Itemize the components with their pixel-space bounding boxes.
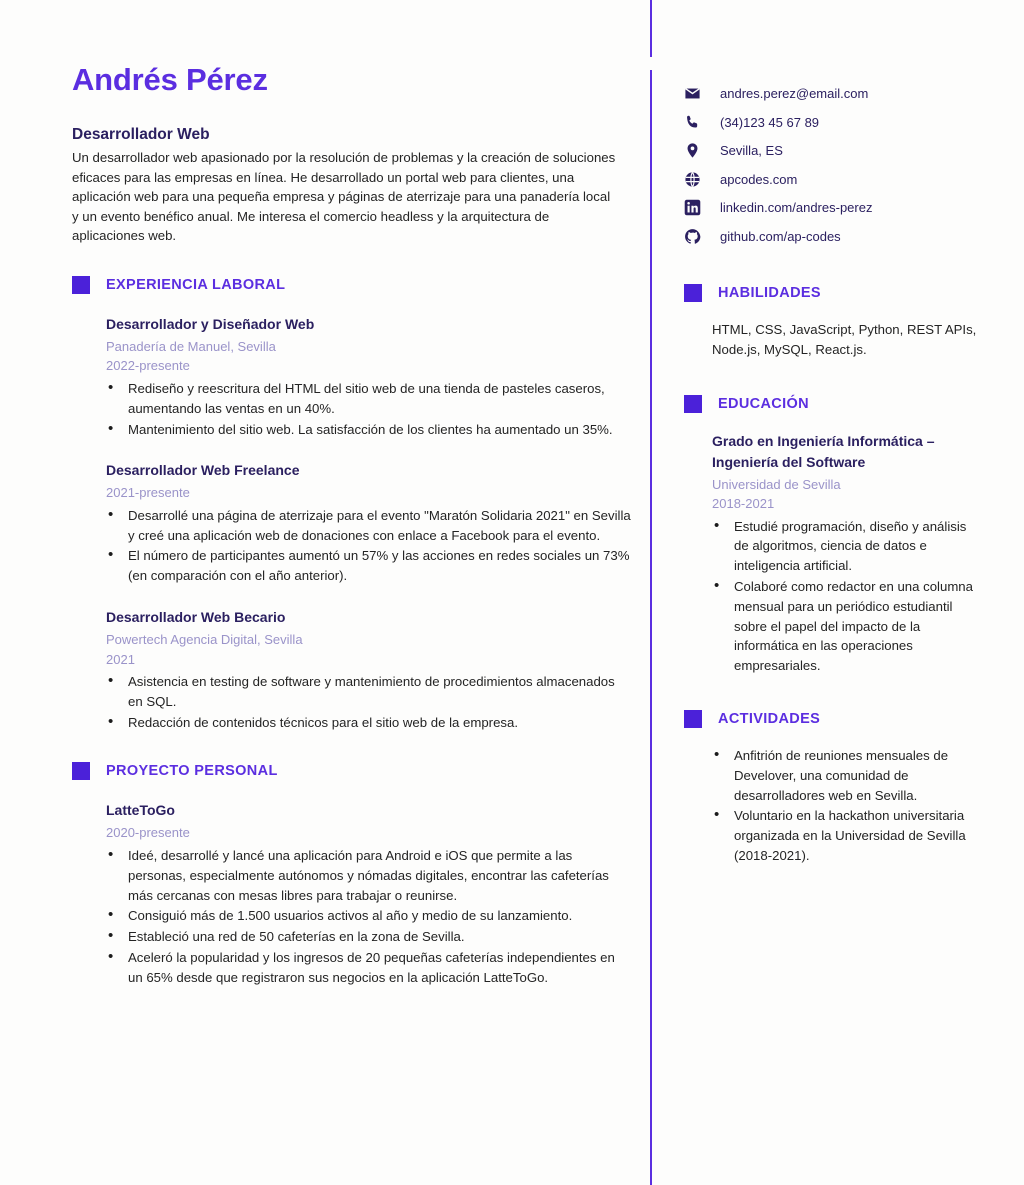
section-activities (684, 710, 984, 866)
contact-list (684, 80, 984, 250)
contact-item-linkedin[interactable] (684, 194, 984, 221)
entry-bullets (712, 517, 984, 676)
contact-item-github[interactable] (684, 223, 984, 250)
contact-item-location[interactable] (684, 137, 984, 164)
section-header-experience (72, 276, 632, 294)
entry-subtitle: Universidad de Sevilla (712, 476, 841, 492)
entry-bullets (106, 846, 632, 988)
bullet-item: • Aceleró la popularidad y los ingresos de 20 pequeñas cafeterías independientes en un 65% desde que registraron sus negocios en la aplicación LatteToGo. (106, 948, 632, 988)
bullet-item: • Asistencia en testing de software y mantenimiento de procedimientos almacenados en SQL. (106, 672, 632, 712)
section-marker-square-icon (72, 762, 90, 780)
bullet-item: • Desarrollé una página de aterrizaje para el evento "Maratón Solidaria 2021" en Sevilla y creé una aplicación web de donaciones con enlace a Facebook para el evento. (106, 506, 632, 546)
entry-date: 2022-presente (106, 358, 190, 374)
section-marker-square-icon (684, 284, 702, 302)
entry-date: 2018-2021 (712, 496, 775, 512)
section-marker-square-icon (684, 395, 702, 413)
contact-value: apcodes.com (720, 171, 798, 187)
activities-entry (684, 746, 984, 866)
bullet-item: • Anfitrión de reuniones mensuales de Develover, una comunidad de desarrolladores web en Sevilla. (712, 746, 984, 805)
section-title-experience: EXPERIENCIA LABORAL (106, 276, 286, 293)
entry-title: LatteToGo (106, 802, 175, 819)
bullet-item: • Estudié programación, diseño y análisis de algoritmos, ciencia de datos e inteligencia artificial. (712, 517, 984, 576)
bullet-item: • Colaboré como redactor en una columna mensual para un periódico estudiantil sobre el papel del impacto de la informática en las operaciones empresariales. (712, 577, 984, 676)
section-experience (72, 276, 632, 732)
entry-title: Grado en Ingeniería Informática – Ingeniería del Software (712, 432, 935, 470)
skills-text: HTML, CSS, JavaScript, Python, REST APIs, Node.js, MySQL, React.js. (712, 321, 977, 358)
entry-title: Desarrollador Web Freelance (106, 462, 300, 479)
section-title-activities: ACTIVIDADES (718, 711, 821, 728)
candidate-summary: Un desarrollador web apasionado por la resolución de problemas y la creación de soluciones eficaces para las empresas en línea. He desarrollado un portal web para clientes, una aplicación web para una pequeña empresa y páginas de aterrizaje para una panadería local y un evento benéfico anual. Me interesa el comercio headless y la arquitectura de aplicaciones web. (72, 150, 616, 244)
entry-bullets (106, 672, 632, 732)
section-education (684, 395, 984, 676)
experience-entry (72, 460, 632, 586)
entry-subtitle: Powertech Agencia Digital, Sevilla (106, 632, 303, 648)
experience-entry (72, 607, 632, 732)
section-title-skills: HABILIDADES (718, 284, 821, 301)
column-divider-top (650, 0, 652, 57)
contact-item-website[interactable] (684, 166, 984, 193)
entry-date: 2020-presente (106, 825, 190, 841)
candidate-name: Andrés Pérez (72, 62, 268, 97)
section-title-education: EDUCACIÓN (718, 395, 809, 412)
contact-value: andres.perez@email.com (720, 86, 869, 101)
location-pin-icon (684, 142, 706, 159)
contact-value: linkedin.com/andres-perez (720, 200, 873, 215)
bullet-item: • Consiguió más de 1.500 usuarios activos al año y medio de su lanzamiento. (106, 906, 632, 926)
github-icon (684, 228, 706, 245)
right-column (684, 80, 984, 887)
globe-icon (684, 171, 706, 188)
left-column (72, 62, 632, 1009)
bullet-item: • El número de participantes aumentó un 57% y las acciones en redes sociales un 73% (en comparación con el año anterior). (106, 546, 632, 586)
project-entry (72, 800, 632, 987)
experience-entry (72, 314, 632, 439)
entry-title: Desarrollador y Diseñador Web (106, 315, 315, 332)
bullet-item: • Mantenimiento del sitio web. La satisfacción de los clientes ha aumentado un 35%. (106, 420, 632, 440)
bullet-item: • Voluntario en la hackathon universitaria organizada en la Universidad de Sevilla (2018-2021). (712, 806, 984, 865)
section-skills (684, 284, 984, 361)
section-personal-project (72, 762, 632, 987)
section-marker-square-icon (72, 276, 90, 294)
linkedin-icon (684, 199, 706, 216)
section-header-activities (684, 710, 984, 728)
entry-bullets (712, 746, 984, 866)
email-icon (684, 85, 706, 102)
entry-date: 2021-presente (106, 485, 190, 501)
section-header-skills (684, 284, 984, 302)
contact-value: github.com/ap-codes (720, 228, 841, 244)
entry-bullets (106, 506, 632, 586)
bullet-item: • Rediseño y reescritura del HTML del sitio web de una tienda de pasteles caseros, aumentando las ventas en un 40%. (106, 379, 632, 419)
column-divider (650, 70, 652, 1185)
entry-date: 2021 (106, 651, 135, 667)
contact-item-phone[interactable] (684, 109, 984, 136)
education-entry (684, 431, 984, 676)
entry-title: Desarrollador Web Becario (106, 609, 286, 626)
bullet-item: • Estableció una red de 50 cafeterías en la zona de Sevilla. (106, 927, 632, 947)
section-header-education (684, 395, 984, 413)
contact-value: Sevilla, ES (720, 143, 783, 158)
phone-icon (684, 114, 706, 131)
contact-value: (34)123 45 67 89 (720, 114, 820, 130)
entry-bullets (106, 379, 632, 439)
bullet-item: • Ideé, desarrollé y lancé una aplicación para Android e iOS que permite a las personas, especialmente autónomos y nómadas digitales, encontrar las cafeterías más cercanas con mesas libres para trabajar o reunirse. (106, 846, 632, 905)
entry-subtitle: Panadería de Manuel, Sevilla (106, 338, 276, 354)
candidate-role: Desarrollador Web (72, 126, 210, 143)
bullet-item: • Redacción de contenidos técnicos para el sitio web de la empresa. (106, 713, 632, 733)
section-header-personal-project (72, 762, 632, 780)
contact-item-email[interactable] (684, 80, 984, 107)
section-marker-square-icon (684, 710, 702, 728)
experience-entries (72, 314, 632, 732)
section-title-personal-project: PROYECTO PERSONAL (106, 763, 278, 780)
